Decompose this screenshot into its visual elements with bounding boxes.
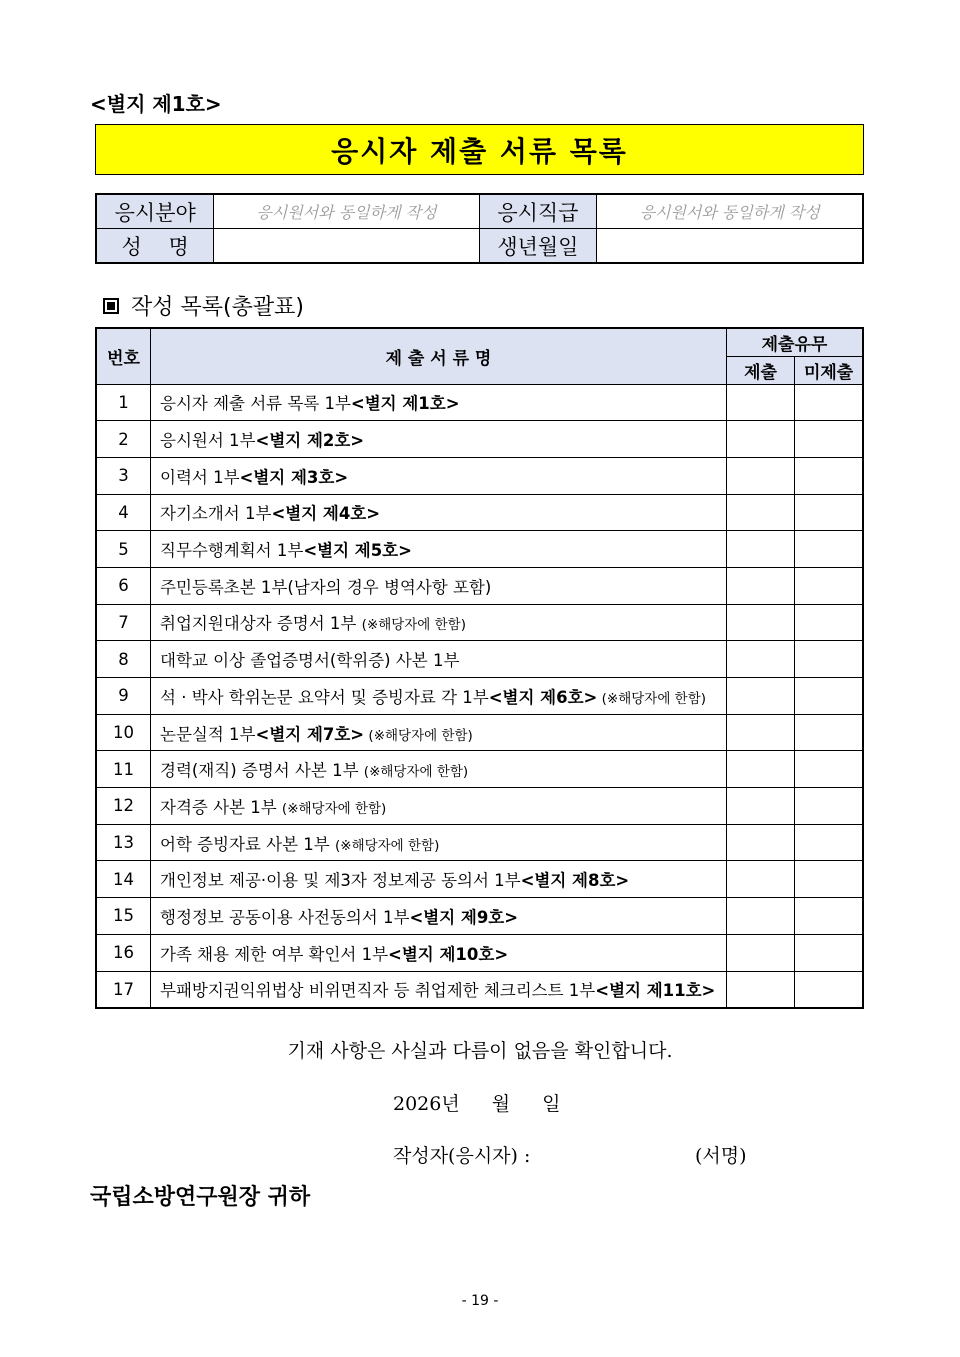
doc-form-reference: <별지 제5호> [303,541,412,561]
page-number: - 19 - [461,1293,499,1309]
doc-form-reference: <별지 제7호> [255,724,365,744]
table-row [96,788,863,825]
name-label: 성 명 [96,229,214,264]
name-input[interactable] [214,229,479,264]
submitted-cell[interactable] [726,934,794,971]
doc-note: (※해당자에 한함) [363,764,469,781]
row-doc-name [151,788,727,825]
table-row [96,861,863,898]
not-submitted-cell[interactable] [795,494,863,531]
doc-text: 주민등록초본 1부(남자의 경우 병역사항 포함) [160,577,492,597]
doc-note: (※해당자에 한함) [361,617,466,634]
date-year: 2026년 [393,1093,460,1115]
row-number: 6 [96,567,151,604]
header-not-submitted: 미제출 [795,356,863,384]
row-number: 3 [96,457,151,494]
table-row [96,531,863,568]
doc-text: 논문실적 1부 [160,724,256,744]
table-row [96,604,863,641]
row-number: 7 [96,604,151,641]
birth-input[interactable] [597,229,863,264]
row-number: 15 [96,898,151,935]
not-submitted-cell[interactable] [795,641,863,678]
submitted-cell[interactable] [726,714,794,751]
row-doc-name [151,494,727,531]
table-row [96,384,863,421]
addressee: 국립소방연구원장 귀하 [90,1185,311,1210]
submitted-cell[interactable] [726,457,794,494]
row-doc-name [151,971,727,1008]
table-row [96,934,863,971]
row-number: 12 [96,788,151,825]
not-submitted-cell[interactable] [795,457,863,494]
doc-text: 석 · 박사 학위논문 요약서 및 증빙자료 각 1부 [160,687,489,707]
doc-form-reference: <별지 제2호> [255,431,365,451]
grade-input[interactable]: 응시원서와 동일하게 작성 [597,194,863,229]
not-submitted-cell[interactable] [795,934,863,971]
doc-form-reference: <별지 제10호> [388,944,509,964]
row-number: 9 [96,678,151,715]
row-number: 14 [96,861,151,898]
not-submitted-cell[interactable] [795,751,863,788]
doc-text: 이력서 1부 [160,467,240,487]
row-doc-name [151,861,727,898]
field-input[interactable]: 응시원서와 동일하게 작성 [214,194,479,229]
row-number: 11 [96,751,151,788]
doc-text: 자격증 사본 1부 [160,797,282,817]
doc-form-reference: <별지 제4호> [271,504,381,524]
doc-note: (※해당자에 한함) [597,690,707,707]
confirmation-text: 기재 사항은 사실과 다름이 없음을 확인합니다. [287,1040,673,1062]
doc-text: 응시자 제출 서류 목록 1부 [160,394,351,414]
doc-text: 직무수행계획서 1부 [160,541,304,561]
row-doc-name [151,934,727,971]
date-day: 일 [542,1093,561,1115]
row-doc-name [151,384,727,421]
submitted-cell[interactable] [726,971,794,1008]
document-title: 응시자 제출 서류 목록 [95,124,864,175]
submitted-cell[interactable] [726,751,794,788]
submitted-cell[interactable] [726,678,794,715]
submitted-cell[interactable] [726,641,794,678]
not-submitted-cell[interactable] [795,861,863,898]
row-doc-name [151,824,727,861]
writer-label: 작성자(응시자) : [393,1145,531,1167]
doc-text: 개인정보 제공·이용 및 제3자 정보제공 동의서 1부 [160,871,521,891]
document-list-table [95,327,864,1009]
row-number: 8 [96,641,151,678]
row-doc-name [151,714,727,751]
submitted-cell[interactable] [726,494,794,531]
row-doc-name [151,641,727,678]
row-number: 2 [96,421,151,458]
submitted-cell[interactable] [726,567,794,604]
not-submitted-cell[interactable] [795,788,863,825]
doc-form-reference: <별지 제1호> [350,394,460,414]
table-row [96,824,863,861]
table-row [96,567,863,604]
table-row [96,971,863,1008]
row-doc-name [151,531,727,568]
header-submitted: 제출 [726,356,794,384]
doc-form-reference: <별지 제6호> [488,687,598,707]
row-number: 16 [96,934,151,971]
table-row [96,678,863,715]
not-submitted-cell[interactable] [795,384,863,421]
submitted-cell[interactable] [726,861,794,898]
not-submitted-cell[interactable] [795,714,863,751]
doc-form-reference: <별지 제8호> [520,871,630,891]
row-number: 17 [96,971,151,1008]
attachment-label: <별지 제1호> [90,92,222,116]
doc-text: 취업지원대상자 증명서 1부 [160,614,362,634]
section-title: 작성 목록(총괄표) [131,295,304,320]
doc-note: (※해당자에 한함) [334,837,440,854]
doc-text: 대학교 이상 졸업증명서(학위증) 사본 1부 [160,651,460,671]
submitted-cell[interactable] [726,898,794,935]
not-submitted-cell[interactable] [795,604,863,641]
grade-label: 응시직급 [479,194,597,229]
birth-label: 생년월일 [479,229,597,264]
submitted-cell[interactable] [726,824,794,861]
doc-text: 가족 채용 제한 여부 확인서 1부 [160,944,389,964]
submitted-cell[interactable] [726,531,794,568]
doc-text: 경력(재직) 증명서 사본 1부 [160,761,364,781]
not-submitted-cell[interactable] [795,567,863,604]
row-number: 10 [96,714,151,751]
not-submitted-cell[interactable] [795,421,863,458]
square-bullet-icon [103,298,119,314]
doc-text: 자기소개서 1부 [160,504,272,524]
table-row [96,751,863,788]
row-doc-name [151,421,727,458]
submitted-cell[interactable] [726,788,794,825]
table-row [96,714,863,751]
doc-form-reference: <별지 제3호> [239,467,349,487]
not-submitted-cell[interactable] [795,531,863,568]
row-doc-name [151,567,727,604]
header-doc-name: 제 출 서 류 명 [151,328,727,384]
doc-text: 응시원서 1부 [160,431,256,451]
table-row [96,494,863,531]
submitted-cell[interactable] [726,421,794,458]
row-doc-name [151,457,727,494]
doc-note: (※해당자에 한함) [364,727,473,744]
doc-text: 어학 증빙자료 사본 1부 [160,834,335,854]
doc-form-reference: <별지 제9호> [409,907,519,927]
not-submitted-cell[interactable] [795,678,863,715]
header-submission-status: 제출유무 [726,328,863,356]
not-submitted-cell[interactable] [795,824,863,861]
table-row [96,641,863,678]
row-number: 1 [96,384,151,421]
table-row [96,457,863,494]
row-number: 13 [96,824,151,861]
doc-text: 행정정보 공동이용 사전동의서 1부 [160,907,410,927]
row-doc-name [151,751,727,788]
row-number: 4 [96,494,151,531]
applicant-info-table [95,193,864,264]
not-submitted-cell[interactable] [795,971,863,1008]
date-line [393,1089,592,1116]
header-number: 번호 [96,328,151,384]
row-doc-name [151,898,727,935]
doc-text: 부패방지권익위법상 비위면직자 등 취업제한 체크리스트 1부 [160,981,596,1001]
row-doc-name [151,678,727,715]
doc-note: (※해당자에 한함) [281,800,387,817]
not-submitted-cell[interactable] [795,898,863,935]
table-row [96,898,863,935]
table-row [96,421,863,458]
doc-form-reference: <별지 제11호> [595,981,716,1001]
signature-label: (서명) [695,1145,747,1167]
section-heading [103,290,304,321]
row-number: 5 [96,531,151,568]
date-month: 월 [491,1093,511,1115]
row-doc-name [151,604,727,641]
field-label: 응시분야 [96,194,214,229]
submitted-cell[interactable] [726,604,794,641]
submitted-cell[interactable] [726,384,794,421]
